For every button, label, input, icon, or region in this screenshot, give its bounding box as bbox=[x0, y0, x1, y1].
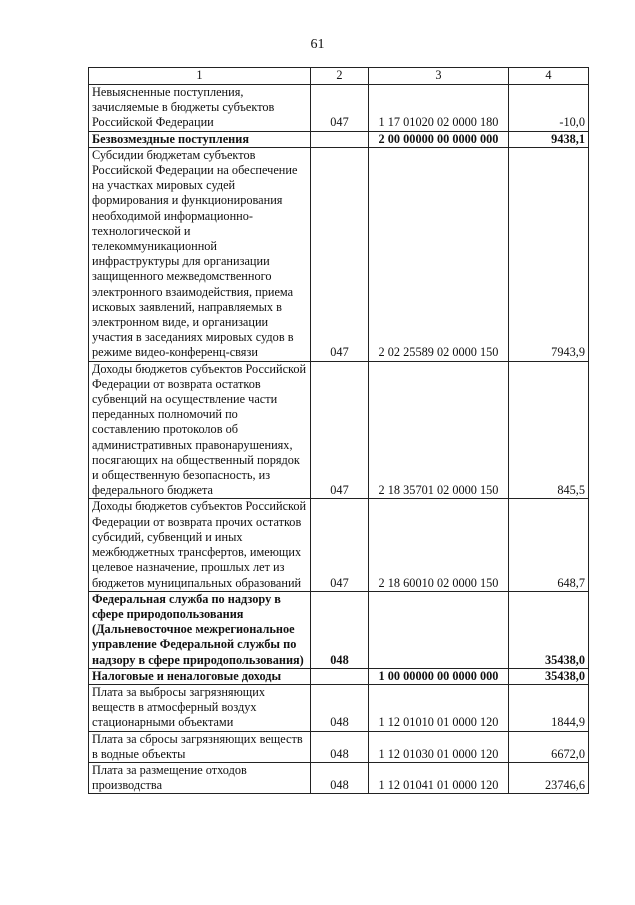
admin-code: 048 bbox=[311, 762, 369, 793]
revenue-name: Субсидии бюджетам субъектов Российской Федерации на обеспечение на участках мировых судей формирования и функционирования необходимой информационно-технологической и телекоммуникационной инфраструктуры для организации защищенного межведомственного электронного взаимодействия, приема исковых заявлений, направляемых в электронном виде, и организации участия в заседаниях мировых судов в режиме видео-конференц-связи bbox=[89, 147, 311, 361]
revenue-table bbox=[88, 67, 589, 794]
admin-code: 048 bbox=[311, 731, 369, 762]
admin-code bbox=[311, 131, 369, 147]
header-cell-4: 4 bbox=[509, 68, 589, 85]
table-header-row bbox=[89, 68, 589, 85]
table-row bbox=[89, 131, 589, 147]
table-row bbox=[89, 85, 589, 132]
header-cell-3: 3 bbox=[369, 68, 509, 85]
admin-code: 048 bbox=[311, 684, 369, 731]
revenue-name: Безвозмездные поступления bbox=[89, 131, 311, 147]
amount: 7943,9 bbox=[509, 147, 589, 361]
table-row bbox=[89, 591, 589, 668]
revenue-name: Налоговые и неналоговые доходы bbox=[89, 668, 311, 684]
budget-classification-code: 2 00 00000 00 0000 000 bbox=[369, 131, 509, 147]
admin-code: 048 bbox=[311, 591, 369, 668]
amount: 648,7 bbox=[509, 499, 589, 591]
budget-classification-code: 1 12 01030 01 0000 120 bbox=[369, 731, 509, 762]
revenue-name: Доходы бюджетов субъектов Российской Федерации от возврата остатков субвенций на осуществление части переданных полномочий по составлению протоколов об административных правонарушениях, посягающих на общественный порядок и общественную безопасность, из федерального бюджета bbox=[89, 361, 311, 499]
admin-code: 047 bbox=[311, 85, 369, 132]
amount: 9438,1 bbox=[509, 131, 589, 147]
budget-classification-code: 1 17 01020 02 0000 180 bbox=[369, 85, 509, 132]
admin-code: 047 bbox=[311, 361, 369, 499]
budget-classification-code: 2 18 35701 02 0000 150 bbox=[369, 361, 509, 499]
table-row bbox=[89, 499, 589, 591]
header-cell-2: 2 bbox=[311, 68, 369, 85]
admin-code bbox=[311, 668, 369, 684]
table-row bbox=[89, 731, 589, 762]
amount: -10,0 bbox=[509, 85, 589, 132]
table-row bbox=[89, 668, 589, 684]
amount: 35438,0 bbox=[509, 591, 589, 668]
amount: 845,5 bbox=[509, 361, 589, 499]
budget-classification-code: 2 18 60010 02 0000 150 bbox=[369, 499, 509, 591]
amount: 1844,9 bbox=[509, 684, 589, 731]
header-cell-1: 1 bbox=[89, 68, 311, 85]
amount: 35438,0 bbox=[509, 668, 589, 684]
amount: 23746,6 bbox=[509, 762, 589, 793]
revenue-name: Плата за выбросы загрязняющих веществ в атмосферный воздух стационарными объектами bbox=[89, 684, 311, 731]
page-number: 61 bbox=[310, 37, 325, 52]
table-row bbox=[89, 147, 589, 361]
admin-code: 047 bbox=[311, 147, 369, 361]
table-row bbox=[89, 684, 589, 731]
revenue-name: Плата за размещение отходов производства bbox=[89, 762, 311, 793]
admin-code: 047 bbox=[311, 499, 369, 591]
revenue-name: Плата за сбросы загрязняющих веществ в водные объекты bbox=[89, 731, 311, 762]
revenue-name: Федеральная служба по надзору в сфере природопользования (Дальневосточное межрегиональное управление Федеральной службы по надзору в сфере природопользования) bbox=[89, 591, 311, 668]
amount: 6672,0 bbox=[509, 731, 589, 762]
table-row bbox=[89, 762, 589, 793]
budget-classification-code: 1 12 01010 01 0000 120 bbox=[369, 684, 509, 731]
revenue-name: Невыясненные поступления, зачисляемые в бюджеты субъектов Российской Федерации bbox=[89, 85, 311, 132]
table-row bbox=[89, 361, 589, 499]
budget-classification-code: 1 00 00000 00 0000 000 bbox=[369, 668, 509, 684]
revenue-name: Доходы бюджетов субъектов Российской Федерации от возврата прочих остатков субсидий, субвенций и иных межбюджетных трансфертов, имеющих целевое назначение, прошлых лет из бюджетов муниципальных образований bbox=[89, 499, 311, 591]
budget-classification-code: 1 12 01041 01 0000 120 bbox=[369, 762, 509, 793]
budget-classification-code: 2 02 25589 02 0000 150 bbox=[369, 147, 509, 361]
budget-classification-code bbox=[369, 591, 509, 668]
